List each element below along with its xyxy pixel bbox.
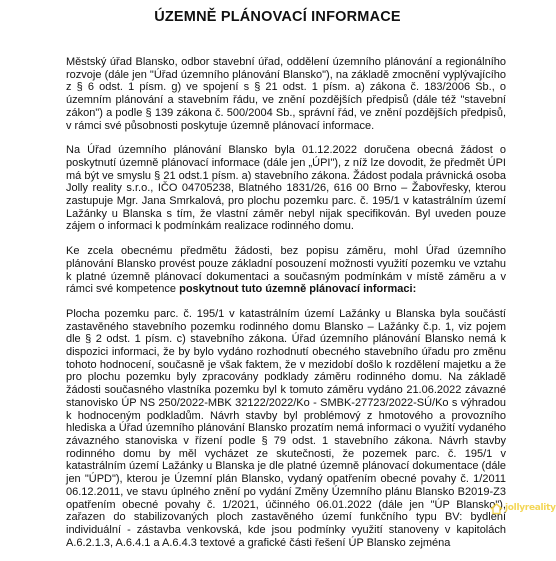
- document-body: [66, 56, 506, 561]
- paragraph-scope-bold: poskytnout tuto územně plánovací informaci:: [179, 283, 417, 296]
- watermark-text: jollyreality: [505, 503, 556, 513]
- watermark-logo: [490, 496, 554, 520]
- paragraph-scope-text: Ke zcela obecnému předmětu žádosti, bez popisu záměru, mohl Úřad územního plánování Blansko provést pouze základní posouzení možnosti využití pozemku ve vztahu k platné územně plánovací dokumentaci a současným podmínkám v místě záměru a v rámci své kompetence: [66, 245, 506, 296]
- paragraph-request: Na Úřad územního plánování Blansko byla 01.12.2022 doručena obecná žádost o poskytnutí územně plánovací informace (dále jen „ÚPI"), z níž lze dovodit, že předmět ÚPI má být ve smyslu § 21 odst.1 písm. a) stavebního zákona. Žádost podala právnická osoba Jolly reality s.r.o., IČO 04705238, Blatného 1831/26, 616 00 Brno – Žabovřesky, kterou zastupuje Mgr. Jana Smrkalová, pro plochu pozemku parc. č. 195/1 v katastrálním území Lažánky u Blanska s tím, že vlastní záměr nebyl nijak specifikován. Byl uveden pouze zájem o informaci k podmínkám realizace rodinného domu.: [66, 144, 506, 233]
- paragraph-intro: Městský úřad Blansko, odbor stavební úřad, oddělení územního plánování a regionálního rozvoje (dále jen "Úřad územního plánování Blansko"), na základě zmocnění vyplývajícího z § 6 odst. 1 písm. g) ve spojení s § 21 odst. 1 písm. a) zákona č. 183/2006 Sb., o územním plánování a stavebním řádu, ve znění pozdějších předpisů (dále též "stavební zákon") a podle § 139 zákona č. 500/2004 Sb., správní řád, ve znění pozdějších předpisů, v rámci své působnosti poskytuje územně plánovací informace.: [66, 56, 506, 132]
- paragraph-assessment: Plocha pozemku parc. č. 195/1 v katastrálním území Lažánky u Blanska byla součástí zastavěného stavebního pozemku rodinného domu Blansko – Lažánky č.p. 1, viz pojem dle § 2 odst. 1 písm. c) stavebního zákona. Úřad územního plánování Blansko nemá k dispozici informaci, že by bylo vydáno rozhodnutí obecného stavebního úřadu pro změnu tohoto hodnocení, současně je však faktem, že v mezidobí došlo k rozdělení majetku a že pro plochu pozemku byly zpracovány podklady záměru rodinného domu. Na základě žádosti současného vlastníka pozemku byl k tomuto záměru vydáno 21.06.2022 závazné stanovisko ÚP NS 250/2022-MBK 32122/2022/Ko - SMBK-27723/2022-SÚ/Ko s výhradou k hodnoceným podkladům. Návrh stavby byl problémový z hmotového a provozního hlediska a Úřad územního plánování Blansko prozatím nemá informaci o využití vydaného závazného stanoviska v řízení podle § 79 odst. 1 stavebního zákona. Návrh stavby rodinného domu by měl vycházet ze skutečnosti, že pozemek parc. č. 195/1 v katastrálním území Lažánky u Blanska je dle platné územně plánovací dokumentace (dále jen "ÚPD"), kterou je Územní plán Blansko, vydaný opatřením obecné povahy č. 1/2011 06.12.2011, ve stavu úplného znění po vydání Změny Územního plánu Blansko B2019-Z3 opatřením obecné povahy č. 1/2021, účinného 06.01.2022 (dále jen "ÚP Blansko"), zařazen do stabilizovaných ploch zastavěného území funkčního typu BV: bydlení individuální - zástavba venkovská, kde jsou podmínky využití stanoveny v kapitolách A.6.2.1.3, A.6.4.1 a A.6.4.3 textové a grafické části řešení ÚP Blansko zejména: [66, 307, 506, 549]
- document-title: ÚZEMNĚ PLÁNOVACÍ INFORMACE: [154, 9, 401, 25]
- paragraph-scope: [66, 245, 506, 296]
- house-icon: [490, 502, 503, 515]
